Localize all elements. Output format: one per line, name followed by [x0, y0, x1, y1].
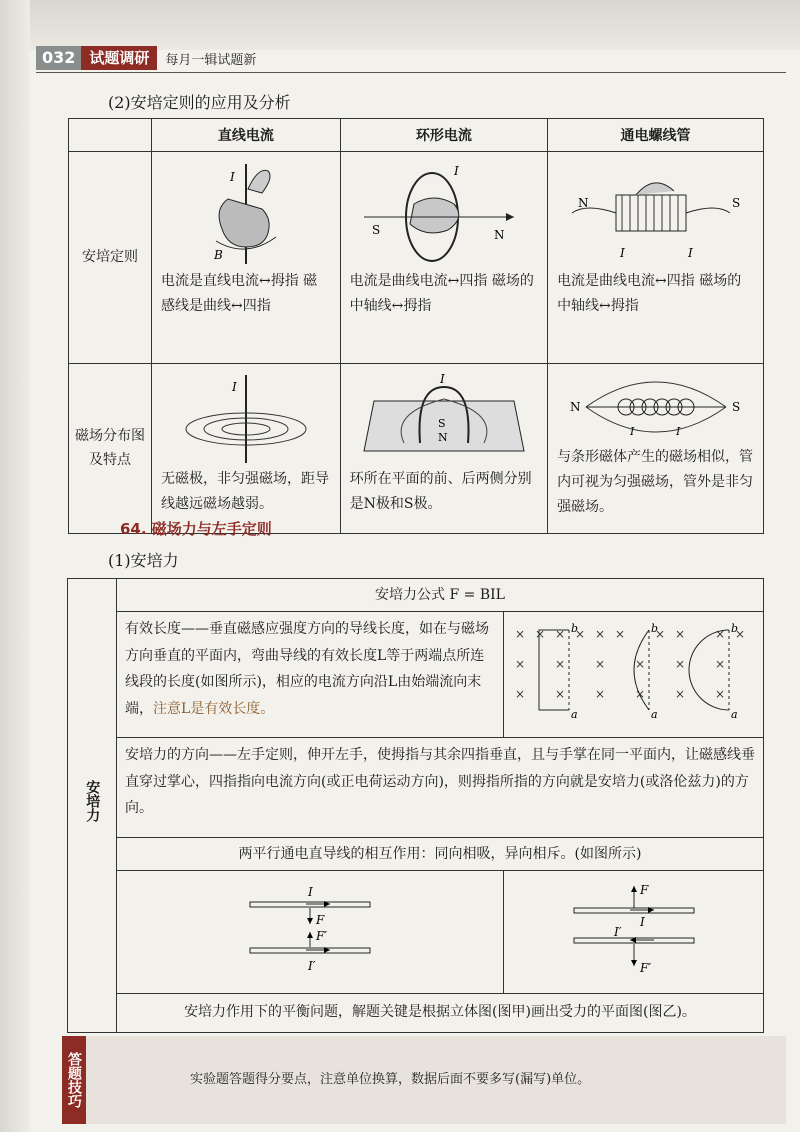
page-top-shade [0, 0, 800, 50]
cell-straight-rule [152, 152, 341, 364]
section2-title: (2)安培定则的应用及分析 [108, 93, 291, 112]
svg-text:×: × [534, 626, 545, 641]
ring-field-figure [344, 371, 544, 467]
svg-text:×: × [554, 686, 565, 701]
svg-text:×: × [514, 626, 525, 641]
footer-text: 实验题答题得分要点，注意单位换算，数据后面不要多写(漏写)单位。 [190, 1072, 591, 1087]
parallel-opposite-direction-figure [534, 872, 734, 982]
ring-rule-text: 电流是曲线电流↔四指 磁场的中轴线↔拇指 [349, 273, 534, 315]
label-I: I [687, 246, 693, 260]
cell-ring-field [340, 364, 547, 534]
side-label [68, 579, 117, 1033]
label-I: I [619, 246, 625, 260]
straight-rule-text: 电流是直线电流↔拇指 磁感线是曲线↔四指 [161, 273, 318, 315]
label-I: I [308, 885, 313, 899]
table1-corner [69, 119, 152, 152]
effective-length-figure [509, 620, 759, 720]
svg-text:×: × [594, 686, 605, 701]
section64-title: 64. 磁场力与左手定则 [120, 520, 272, 538]
svg-text:×: × [614, 626, 625, 641]
label-b: b [570, 621, 578, 635]
label-I: I [453, 164, 459, 178]
label-b: b [730, 621, 738, 635]
ampere-rule-table [68, 118, 764, 534]
label-N: N [493, 228, 505, 242]
header-subtitle: 每月一辑试题新 [165, 52, 257, 68]
label-N: N [577, 196, 589, 210]
svg-text:×: × [674, 686, 685, 701]
straight-wire-field-figure [156, 371, 336, 467]
formula: 安培力公式 F = BIL [117, 579, 764, 612]
svg-text:×: × [554, 656, 565, 671]
label-F: F [639, 883, 648, 897]
sub1-title: (1)安培力 [108, 551, 179, 570]
page-left-band [0, 0, 30, 1132]
ampere-force-table [67, 578, 764, 1033]
parallel-same-figure-cell [117, 871, 504, 994]
label-a: a [650, 707, 658, 720]
svg-text:×: × [554, 626, 565, 641]
svg-text:×: × [714, 656, 725, 671]
svg-text:×: × [514, 656, 525, 671]
cell-ring-rule [340, 152, 547, 364]
row-label-rule: 安培定则 [69, 152, 152, 364]
label-S: S [731, 196, 740, 210]
col-ring: 环形电流 [340, 119, 547, 152]
svg-text:×: × [734, 626, 745, 641]
label-a: a [730, 707, 738, 720]
header-rule [36, 72, 786, 73]
straight-field-text: 无磁极，非匀强磁场，距导线越远磁场越弱。 [161, 471, 329, 513]
label-I: I [629, 425, 634, 438]
label-I: I [229, 170, 235, 184]
parallel-cell: 两平行通电直导线的相互作用：同向相吸，异向相斥。(如图所示) [117, 838, 764, 871]
page-header [36, 46, 256, 70]
balance-cell: 安培力作用下的平衡问题，解题关键是根据立体图(图甲)画出受力的平面图(图乙)。 [117, 993, 764, 1032]
svg-text:×: × [714, 686, 725, 701]
label-S: S [731, 400, 740, 414]
svg-text:×: × [594, 656, 605, 671]
label-I: I [639, 915, 645, 929]
col-straight: 直线电流 [152, 119, 341, 152]
svg-text:×: × [574, 626, 585, 641]
cell-solenoid-field [548, 364, 764, 534]
effective-length-cell [117, 612, 504, 738]
parallel-same-direction-figure [210, 872, 410, 982]
label-F: F [316, 913, 325, 927]
section-label: 试题调研 [81, 46, 157, 70]
solenoid-hand-figure [556, 159, 756, 269]
cell-straight-field [152, 364, 341, 534]
label-I: I [675, 425, 680, 438]
solenoid-rule-text: 电流是曲线电流↔四指 磁场的中轴线↔拇指 [557, 273, 742, 315]
svg-text:×: × [714, 626, 725, 641]
solenoid-field-text: 与条形磁体产生的磁场相似，管内可视为匀强磁场，管外是非匀强磁场。 [557, 449, 754, 516]
effective-length-figure-cell [504, 612, 764, 738]
label-F-prime: F′ [316, 929, 328, 943]
svg-text:×: × [634, 686, 645, 701]
label-I-prime: I′ [613, 925, 621, 939]
footer-tag: 答题技巧 [62, 1036, 86, 1124]
label-b: b [650, 621, 658, 635]
svg-text:×: × [594, 626, 605, 641]
label-I-prime: I′ [308, 959, 316, 973]
effective-length-text: 有效长度——垂直磁感应强度方向的导线长度，如在与磁场方向垂直的平面内，弯曲导线的有效长度L等于两端点所连线段的长度(如图所示)，相应的电流方向沿L由始端流向末端， [125, 621, 489, 717]
label-S: S [371, 223, 381, 237]
svg-text:×: × [654, 626, 665, 641]
label-I: I [439, 372, 445, 386]
label-F-prime: F′ [639, 961, 651, 975]
side-label-text: 安培力 [84, 779, 101, 822]
label-N: N [437, 431, 448, 444]
effective-length-note: 注意L是有效长度。 [153, 700, 275, 717]
row-label-field: 磁场分布图及特点 [69, 364, 152, 534]
label-B: B [213, 248, 223, 262]
col-solenoid: 通电螺线管 [548, 119, 764, 152]
label-I: I [231, 380, 237, 394]
direction-cell: 安培力的方向——左手定则，伸开左手，使拇指与其余四指垂直，且与手掌在同一平面内，让磁感线垂直穿过掌心，四指指向电流方向(或正电荷运动方向)，则拇指所指的方向就是安培力(或洛伦兹力)的方向。 [117, 738, 764, 838]
ring-current-hand-figure [344, 159, 544, 269]
svg-text:×: × [674, 656, 685, 671]
ring-field-text: 环所在平面的前、后两侧分别是N极和S极。 [349, 471, 532, 513]
label-a: a [570, 707, 578, 720]
label-S: S [437, 417, 446, 430]
page-number: 032 [36, 46, 81, 70]
label-N: N [569, 400, 581, 414]
cell-solenoid-rule [548, 152, 764, 364]
svg-text:×: × [674, 626, 685, 641]
parallel-opposite-figure-cell [504, 871, 764, 994]
svg-text:×: × [514, 686, 525, 701]
straight-wire-hand-figure [156, 159, 336, 269]
solenoid-field-figure [556, 371, 756, 445]
svg-text:×: × [634, 656, 645, 671]
